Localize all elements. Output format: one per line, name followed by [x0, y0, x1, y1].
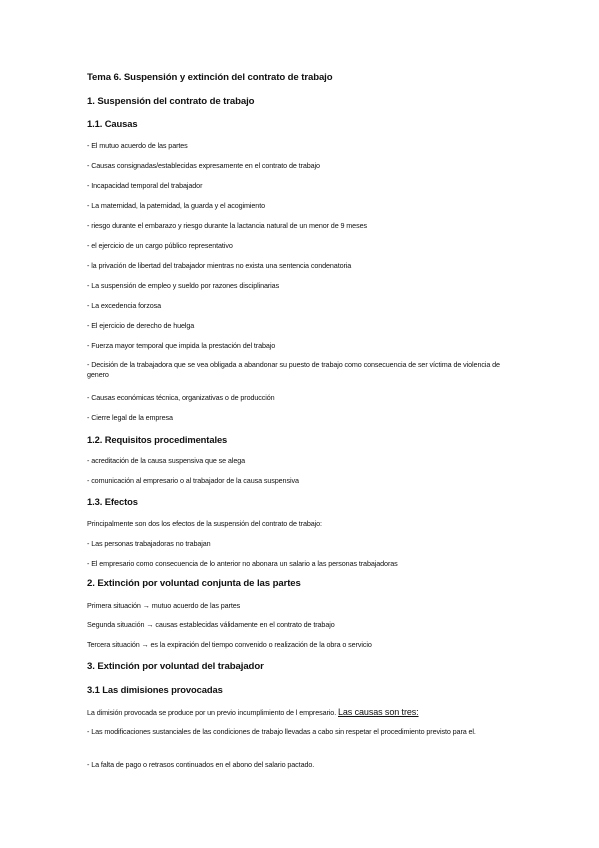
list-item: Primera situación → mutuo acuerdo de las partes [87, 601, 241, 610]
section-1-heading: 1. Suspensión del contrato de trabajo [87, 96, 255, 107]
section-1-3-heading: 1.3. Efectos [87, 496, 138, 507]
list-item: - La maternidad, la paternidad, la guarda y el acogimiento [87, 201, 265, 210]
section-2-heading: 2. Extinción por voluntad conjunta de las partes [87, 578, 301, 589]
list-item: - Incapacidad temporal del trabajador [87, 181, 203, 190]
list-item: - Cierre legal de la empresa [87, 413, 173, 422]
list-item: - El mutuo acuerdo de las partes [87, 141, 188, 150]
list-item: - Las modificaciones sustanciales de las condiciones de trabajo llevadas a cabo sin respetar el procedimiento previsto para el. [87, 727, 476, 736]
section-3-heading: 3. Extinción por voluntad del trabajador [87, 661, 264, 672]
paragraph: Principalmente son dos los efectos de la suspensión del contrato de trabajo: [87, 519, 322, 528]
list-item: - Causas consignadas/establecidas expresamente en el contrato de trabajo [87, 161, 320, 170]
document-title: Tema 6. Suspensión y extinción del contrato de trabajo [87, 72, 333, 83]
list-item: - Decisión de la trabajadora que se vea obligada a abandonar su puesto de trabajo como consecuencia de ser víctima de violencia de genero [87, 360, 500, 379]
list-item: - La suspensión de empleo y sueldo por razones disciplinarias [87, 281, 280, 290]
list-item: - El empresario como consecuencia de lo anterior no abonara un salario a las personas trabajadoras [87, 559, 398, 568]
section-1-1-heading: 1.1. Causas [87, 118, 138, 129]
list-item: - El ejercicio de derecho de huelga [87, 321, 195, 330]
paragraph [87, 707, 419, 717]
list-item: - La excedencia forzosa [87, 301, 162, 310]
list-item: - Las personas trabajadoras no trabajan [87, 539, 211, 548]
list-item: - comunicación al empresario o al trabajador de la causa suspensiva [87, 476, 299, 485]
list-item: - el ejercicio de un cargo público representativo [87, 241, 233, 250]
list-item: Tercera situación → es la expiración del tiempo convenido o realización de la obra o servicio [87, 640, 372, 649]
section-3-1-heading: 3.1 Las dimisiones provocadas [87, 684, 223, 695]
list-item: Segunda situación → causas establecidas válidamente en el contrato de trabajo [87, 620, 335, 629]
dimision-intro-text: La dimisión provocada se produce por un previo incumplimiento de l empresario. [87, 708, 337, 717]
causes-underlined-text: Las causas son tres: [338, 707, 419, 717]
list-item: - La falta de pago o retrasos continuados en el abono del salario pactado. [87, 760, 315, 769]
list-item: - acreditación de la causa suspensiva que se alega [87, 456, 246, 465]
list-item: - Fuerza mayor temporal que impida la prestación del trabajo [87, 341, 276, 350]
section-1-2-heading: 1.2. Requisitos procedimentales [87, 434, 228, 445]
list-item: - Causas económicas técnica, organizativas o de producción [87, 393, 275, 402]
list-item: - riesgo durante el embarazo y riesgo durante la lactancia natural de un menor de 9 meses [87, 221, 367, 230]
list-item: - la privación de libertad del trabajador mientras no exista una sentencia condenatoria [87, 261, 352, 270]
